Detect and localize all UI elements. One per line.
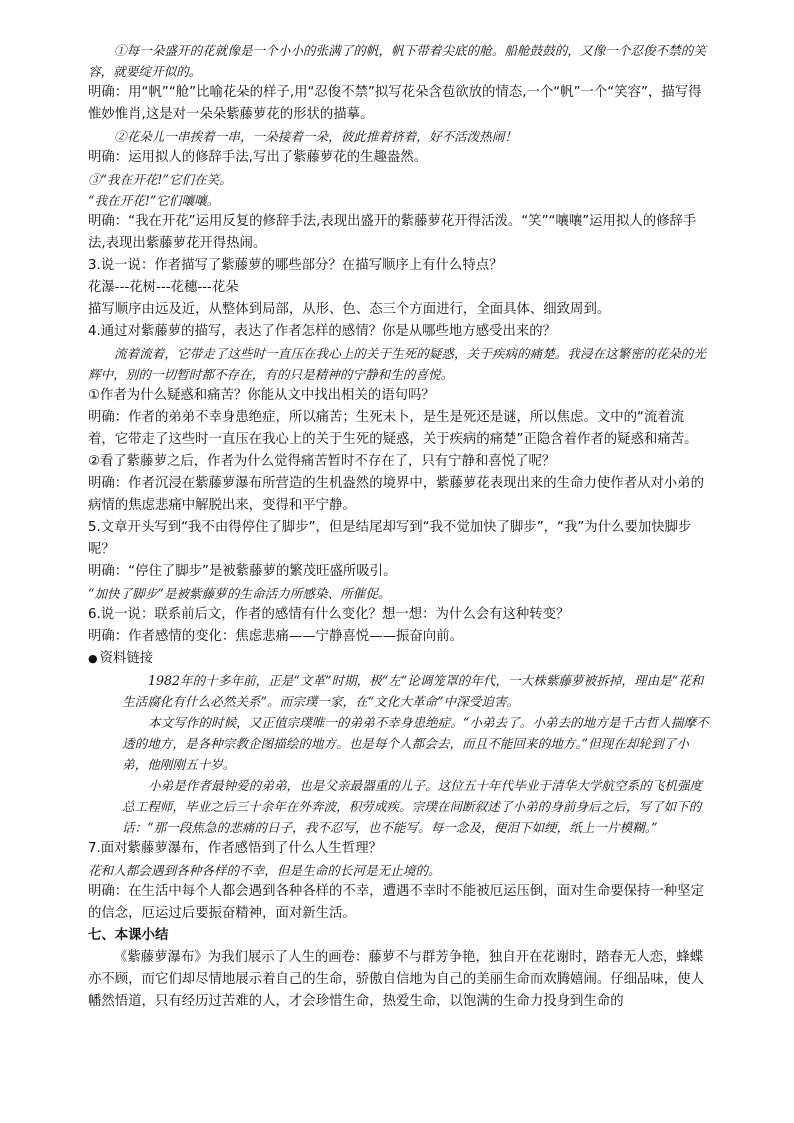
summary-text: 《紫藤萝瀑布》为我们展示了人生的画卷：藤萝不与群芳争艳，独自开在花谢时，踏春无人恋，蜂蝶亦不顾，而它们却尽情地展示着自己的生命，骄傲自信地为自己的美丽生命而欢腾嬉闹。仔细品味，使人幡然悟道，只有经历过苦难的人，才会珍惜生命，热爱生命，以饱满的生命力投身到生命的 <box>88 950 704 1009</box>
answer-4-1: 明确：作者的弟弟不幸身患绝症，所以痛苦；生死未卜，是生是死还是谜，所以焦虑。文中的“流着流着，它带走了这些时一直压在我心上的关于生死的疑惑，关于疾病的痛楚”正隐含着作者的疑惑和痛苦。 <box>88 410 698 447</box>
quote-sail: ①每一朵盛开的花就像是一个小小的张满了的帆，帆下带着尖底的舱。船舱鼓鼓的，又像一个忍俊不禁的笑容，就要绽开似的。 <box>88 43 706 79</box>
answer-sail: 明确：用“帆”“舱”比喻花朵的样子,用“忍俊不禁”拟写花朵含苞欲放的情态,一个“帆”一个“笑容”，描写得惟妙惟肖,这是对一朵朵紫藤萝花的形状的描摹。 <box>88 85 702 122</box>
answer-7: 明确：在生活中每个人都会遇到各种各样的不幸，遭遇不幸时不能被厄运压倒，面对生命要保持一种坚定的信念，厄运过后要振奋精神，面对新生活。 <box>88 884 704 921</box>
question-4-1: ①作者为什么疑惑和痛苦？你能从文中找出相关的语句吗？ <box>88 388 435 403</box>
answer-clusters: 明确：运用拟人的修辞手法,写出了紫藤萝花的生趣盎然。 <box>88 150 428 165</box>
answer-blooming: 明确：“我在开花”运用反复的修辞手法,表现出盛开的紫藤萝花开得活泼。“笑”“嚷嚷”运用拟人的修辞手法,表现出紫藤萝花开得热闹。 <box>88 214 697 251</box>
answer-5-stop: 明确：“停住了脚步”是被紫藤萝的繁茂旺盛所吸引。 <box>88 564 397 579</box>
answer-3-order: 描写顺序由远及近，从整体到局部，从形、色、态三个方面进行，全面具体、细致周到。 <box>88 302 611 317</box>
question-4: 4.通过对紫藤萝的描写，表达了作者怎样的感情？你是从哪些地方感受出来的？ <box>88 324 557 339</box>
quote-blooming-2: “我在开花!”它们嚷嚷。 <box>88 193 220 208</box>
answer-6: 明确：作者感情的变化：焦虑悲痛——宁静喜悦——振奋向前。 <box>88 629 463 644</box>
resource-link-heading: ● 资料链接 <box>88 648 710 670</box>
resource-para-2: 本文写作的时候，又正值宗璞唯一的弟弟不幸身患绝症。“小弟去了。小弟去的地方是千古哲人揣摩不透的地方，是各种宗教企图描绘的地方。也是每个人都会去，而且不能回来的地方。”但现在却轮到了小弟，他刚刚五十岁。 <box>122 715 709 772</box>
question-6: 6.说一说：联系前后文，作者的感情有什么变化？想一想：为什么会有这种转变？ <box>88 607 570 622</box>
quote-clusters: ②花朵儿一串挨着一串，一朵接着一朵，彼此推着挤着，好不活泼热闹！ <box>114 129 517 144</box>
question-3: 3.说一说：作者描写了紫藤萝的哪些部分？在描写顺序上有什么特点？ <box>88 258 503 273</box>
quote-flowing: 流着流着，它带走了这些时一直压在我心上的关于生死的疑惑，关于疾病的痛楚。我浸在这繁密的花朵的光辉中，别的一切暂时都不存在，有的只是精神的宁静和生的喜悦。 <box>88 346 706 382</box>
resource-para-3: 小弟是作者最钟爱的弟弟，也是父亲最器重的儿子。这位五十年代毕业于清华大学航空系的飞机强度总工程师，毕业之后三十余年在外奔波，积劳成疾。宗璞在间断叙述了小弟的身前身后之后，写了如下的话：“那一段焦急的悲痛的日子，我不忍写，也不能写。每一念及，便泪下如绠，纸上一片模糊。” <box>122 778 703 835</box>
resource-para-1: 1982年的十多年前，正是“文革”时期，极“左”论调笼罩的年代，一大株紫藤萝被拆掉，理由是“花和生活腐化有什么必然关系”。而宗璞一家，在“文化大革命”中深受迫害。 <box>122 673 704 709</box>
answer-3-sequence: 花瀑---花树---花穗---花朵 <box>88 280 239 295</box>
answer-4-2: 明确：作者沉浸在紫藤萝瀑布所营造的生机盎然的境界中，紫藤萝花表现出来的生命力使作者从对小弟的病情的焦虑悲痛中解脱出来，变得和平宁静。 <box>88 476 704 513</box>
quote-blooming-1: ③“我在开花!”它们在笑。 <box>88 172 232 187</box>
question-4-2: ②看了紫藤萝之后，作者为什么觉得痛苦暂时不存在了，只有宁静和喜悦了呢？ <box>88 454 556 469</box>
answer-5-speed: “加快了脚步”是被紫藤萝的生命活力所感染、所催促。 <box>88 586 391 601</box>
quote-river: 花和人都会遇到各种各样的不幸，但是生命的长河是无止境的。 <box>88 863 441 878</box>
question-7: 7.面对紫藤萝瀑布，作者感悟到了什么人生哲理？ <box>88 841 382 856</box>
question-5: 5.文章开头写到“我不由得停住了脚步”，但是结尾却写到“我不觉加快了脚步”，“我”为什么要加快脚步呢？ <box>88 520 692 557</box>
document-page <box>88 40 710 1013</box>
section-summary-heading: 七、本课小结 <box>88 928 169 943</box>
